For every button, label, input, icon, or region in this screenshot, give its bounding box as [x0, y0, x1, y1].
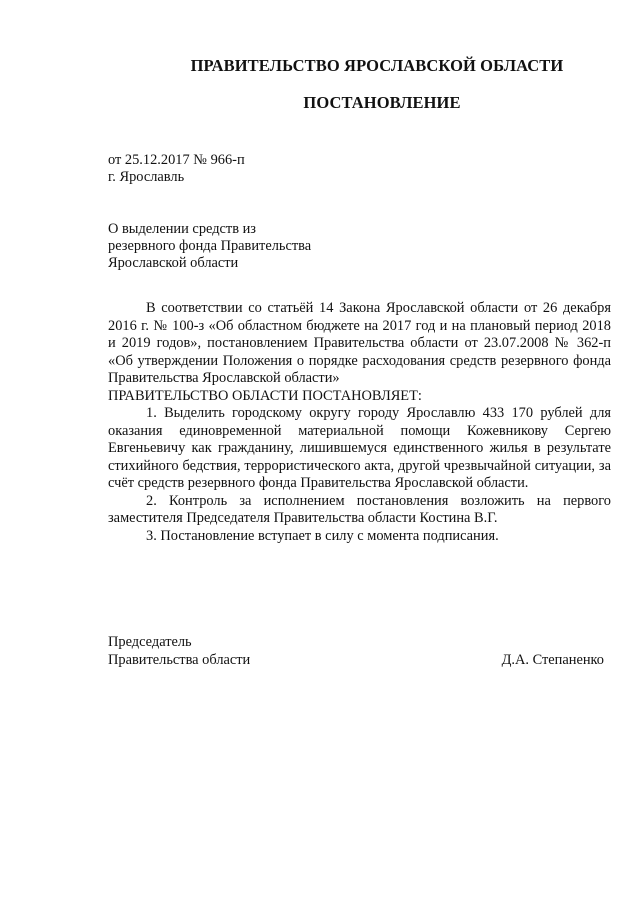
- subject-line-2: резервного фонда Правительства: [108, 238, 312, 254]
- resolution-statement: ПРАВИТЕЛЬСТВО ОБЛАСТИ ПОСТАНОВЛЯЕТ:: [108, 387, 422, 404]
- city: г. Ярославль: [108, 169, 185, 185]
- government-heading: ПРАВИТЕЛЬСТВО ЯРОСЛАВСКОЙ ОБЛАСТИ: [190, 56, 564, 75]
- signatory-title-line-1: Председатель: [108, 634, 192, 650]
- subject-line-1: О выделении средств из: [108, 221, 256, 237]
- subject-line-3: Ярославской области: [108, 255, 239, 271]
- signatory-title-line-2: Правительства области: [108, 652, 251, 668]
- item-3-paragraph: 3. Постановление вступает в силу с момента подписания.: [146, 527, 499, 544]
- preamble-paragraph: В соответствии со статьёй 14 Закона Ярославской области от 26 декабря 2016 г. № 100-з «Об областном бюджете на 2017 год и на плановый период 2018 и 2019 годов», постановлением Правительства области от 23.07.2008 № 362-п «Об утверждении Положения о порядке расходования средств резервного фонда Правительства Ярославской области»: [108, 300, 611, 386]
- date-number: от 25.12.2017 № 966-п: [108, 152, 245, 168]
- document-type-heading: ПОСТАНОВЛЕНИЕ: [303, 93, 461, 112]
- signatory-name: Д.А. Степаненко: [501, 652, 604, 668]
- item-1-paragraph: 1. Выделить городскому округу городу Ярославлю 433 170 рублей для оказания единовременной материальной помощи Кожевникову Сергею Евгеньевичу как гражданину, лишившемуся единственного жилья в результате стихийного бедствия, террористического акта, другой чрезвычайной ситуации, за счёт средств резервного фонда Правительства Ярославской области.: [108, 405, 611, 491]
- item-2-paragraph: 2. Контроль за исполнением постановления возложить на первого заместителя Председателя Правительства области Костина В.Г.: [108, 492, 611, 526]
- document-body: [108, 300, 611, 545]
